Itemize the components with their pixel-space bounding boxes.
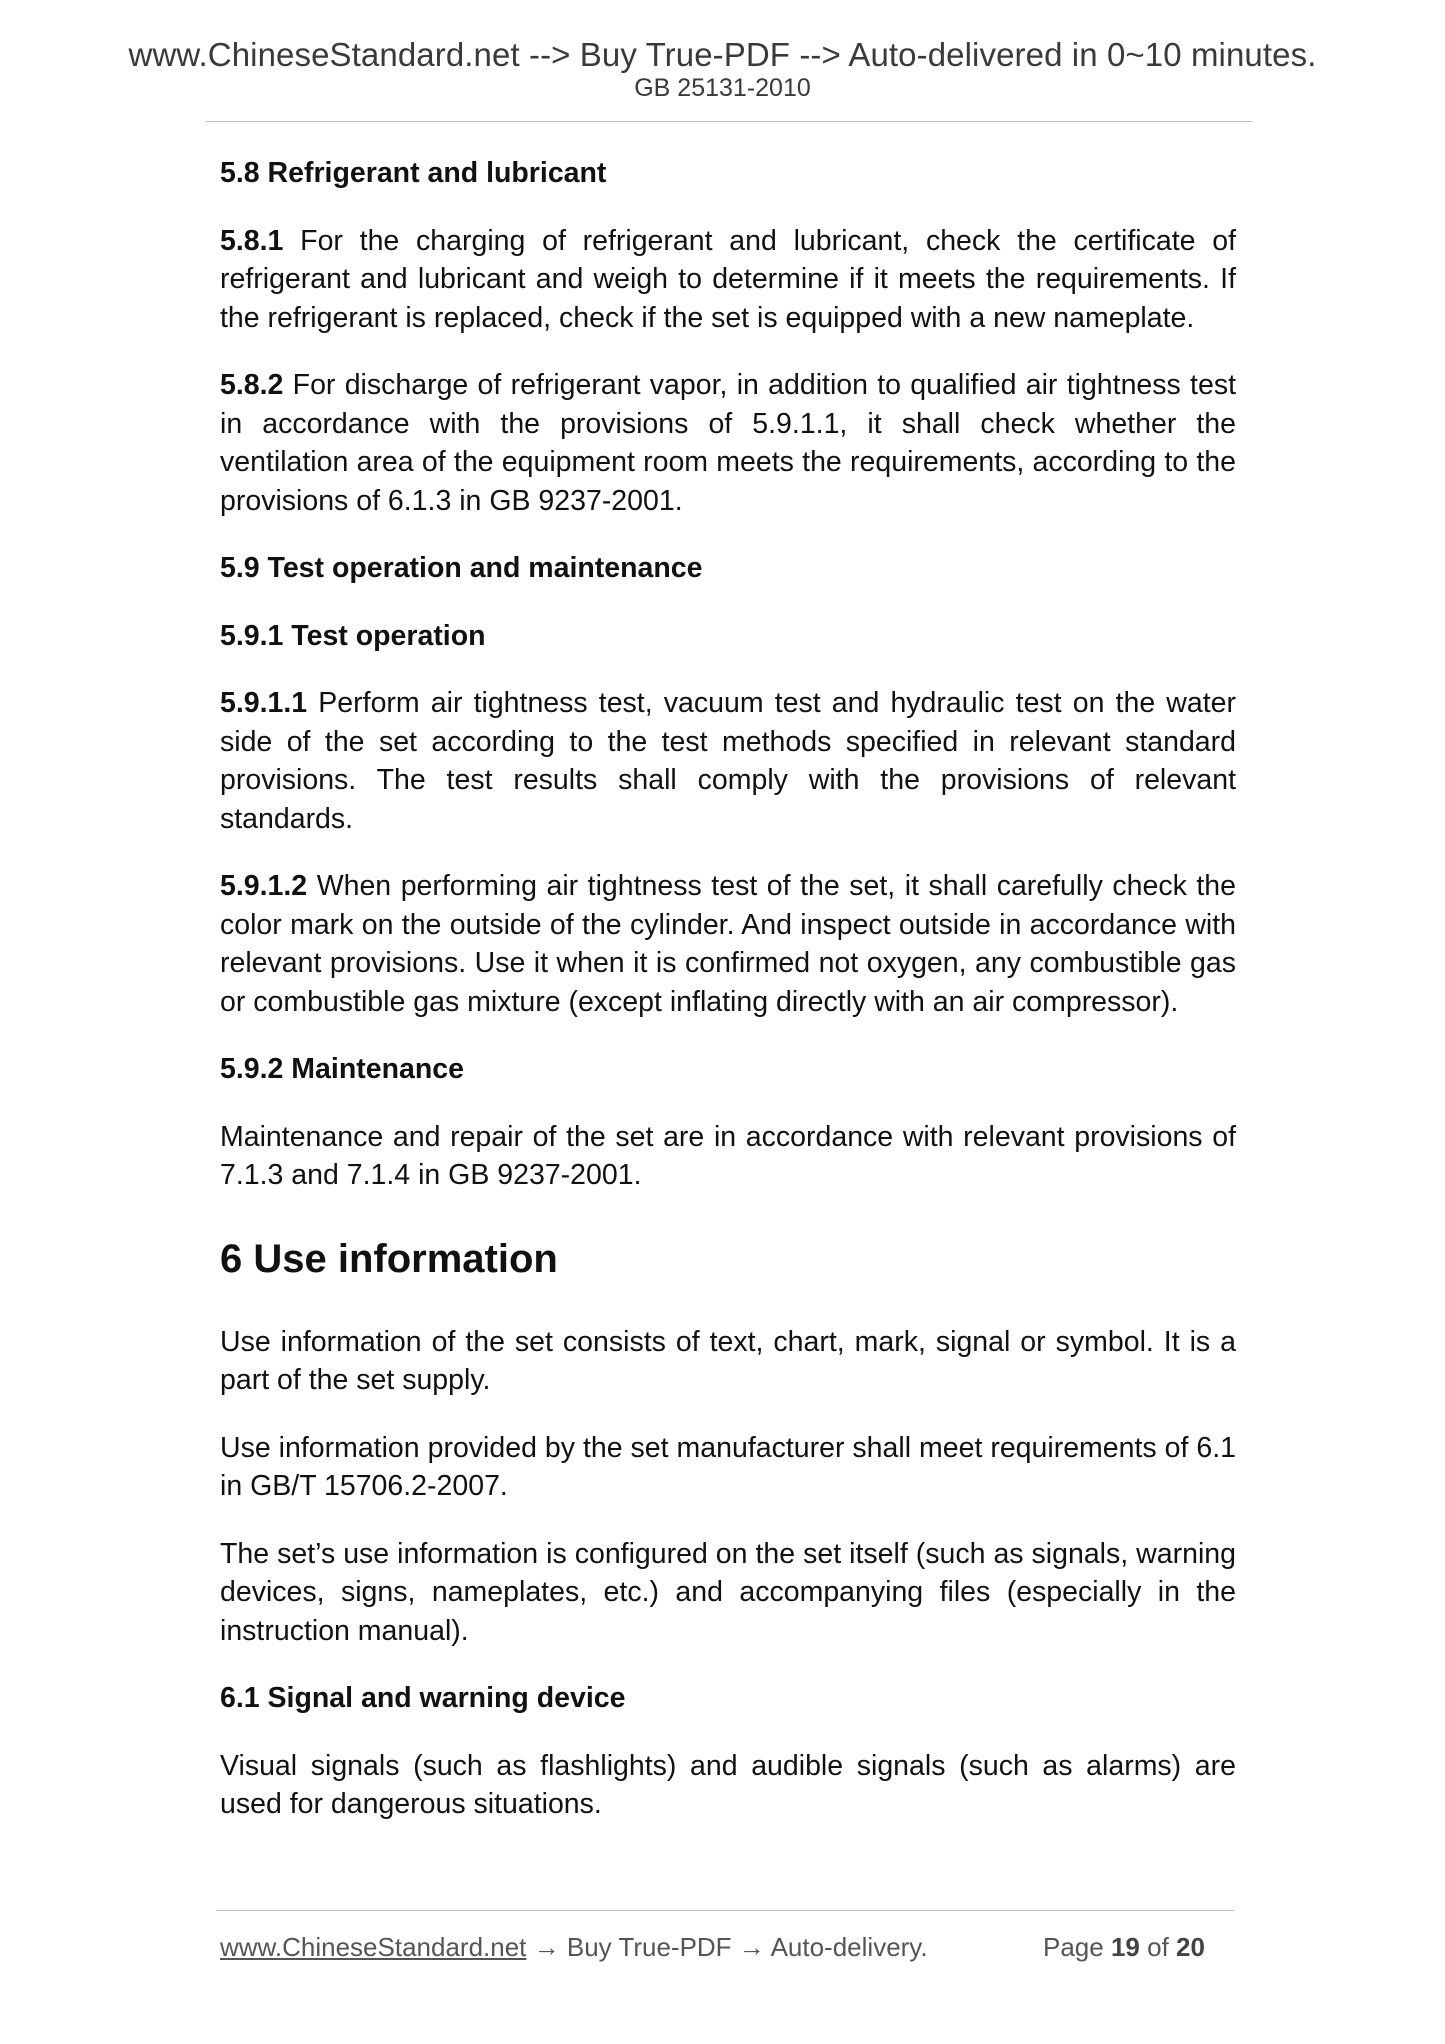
header-banner: www.ChineseStandard.net --> Buy True-PDF --> Auto-delivered in 0~10 minutes.: [128, 36, 1317, 73]
page-of: of: [1147, 1932, 1169, 1962]
paragraph-6-b: Use information provided by the set manufacturer shall meet requirements of 6.1 in GB/T 15706.2-2007.: [220, 1431, 1236, 1502]
paragraph-5-8-1: [220, 222, 1236, 338]
paragraph-6-a: Use information of the set consists of text, chart, mark, signal or symbol. It is a part of the set supply.: [220, 1325, 1236, 1396]
paragraph-6-c: The set’s use information is configured on the set itself (such as signals, warning devices, signs, nameplates, etc.) and accompanying files (especially in the instruction manual).: [220, 1537, 1236, 1647]
page-current: 19: [1110, 1932, 1140, 1962]
clause-number: 5.9.1.2: [220, 870, 308, 902]
section-heading-5-8: 5.8 Refrigerant and lubricant: [220, 157, 607, 189]
page-number: [1043, 1932, 1205, 1963]
page-content: [220, 154, 1236, 1853]
section-heading-5-9-1: 5.9.1 Test operation: [220, 619, 486, 652]
footer-tagline: → Buy True-PDF → Auto-delivery.: [526, 1932, 928, 1962]
paragraph-text: When performing air tightness test of the set, it shall carefully check the color mark on the outside of the cylinder. And inspect outside in accordance with relevant provisions. Use it when it is confirmed not oxygen, any combustible gas or combustible gas mixture (except inflating directly with an air compressor).: [220, 870, 1236, 1018]
chapter-heading-6: 6 Use information: [220, 1236, 558, 1281]
clause-number: 5.8.1: [220, 224, 284, 257]
clause-number: 5.8.2: [220, 369, 284, 401]
paragraph-text: For the charging of refrigerant and lubricant, check the certificate of refrigerant and lubricant and weigh to determine if it meets the requirements. If the refrigerant is replaced, check if the set is equipped with a new nameplate.: [220, 224, 1237, 334]
paragraph-5-9-2: Maintenance and repair of the set are in accordance with relevant provisions of 7.1.3 and 7.1.4 in GB 9237-2001.: [220, 1120, 1236, 1191]
page-label: Page: [1043, 1932, 1104, 1962]
paragraph-5-9-1-2: [220, 867, 1236, 1021]
footer-site-link[interactable]: www.ChineseStandard.net: [220, 1932, 527, 1962]
page-total: 20: [1176, 1932, 1205, 1962]
page-footer: [220, 1932, 1236, 1963]
section-heading-6-1: 6.1 Signal and warning device: [220, 1682, 626, 1714]
paragraph-5-9-1-1: [220, 684, 1236, 838]
section-heading-5-9-2: 5.9.2 Maintenance: [220, 1053, 464, 1085]
paragraph-text: Perform air tightness test, vacuum test and hydraulic test on the water side of the set according to the test methods specified in relevant standard provisions. The test results shall comply with the provisions of relevant standards.: [220, 687, 1236, 835]
paragraph-text: For discharge of refrigerant vapor, in addition to qualified air tightness test in accordance with the provisions of 5.9.1.1, it shall check whether the ventilation area of the equipment room meets the requirements, according to the provisions of 6.1.3 in GB 9237-2001.: [220, 369, 1236, 517]
clause-number: 5.9.1.1: [220, 687, 308, 719]
standard-code: GB 25131-2010: [634, 74, 811, 102]
section-heading-5-9: 5.9 Test operation and maintenance: [220, 552, 703, 584]
footer-divider: [216, 1910, 1234, 1911]
paragraph-6-1: Visual signals (such as flashlights) and audible signals (such as alarms) are used for dangerous situations.: [220, 1749, 1236, 1820]
header-divider: [206, 121, 1252, 122]
paragraph-5-8-2: [220, 366, 1236, 520]
